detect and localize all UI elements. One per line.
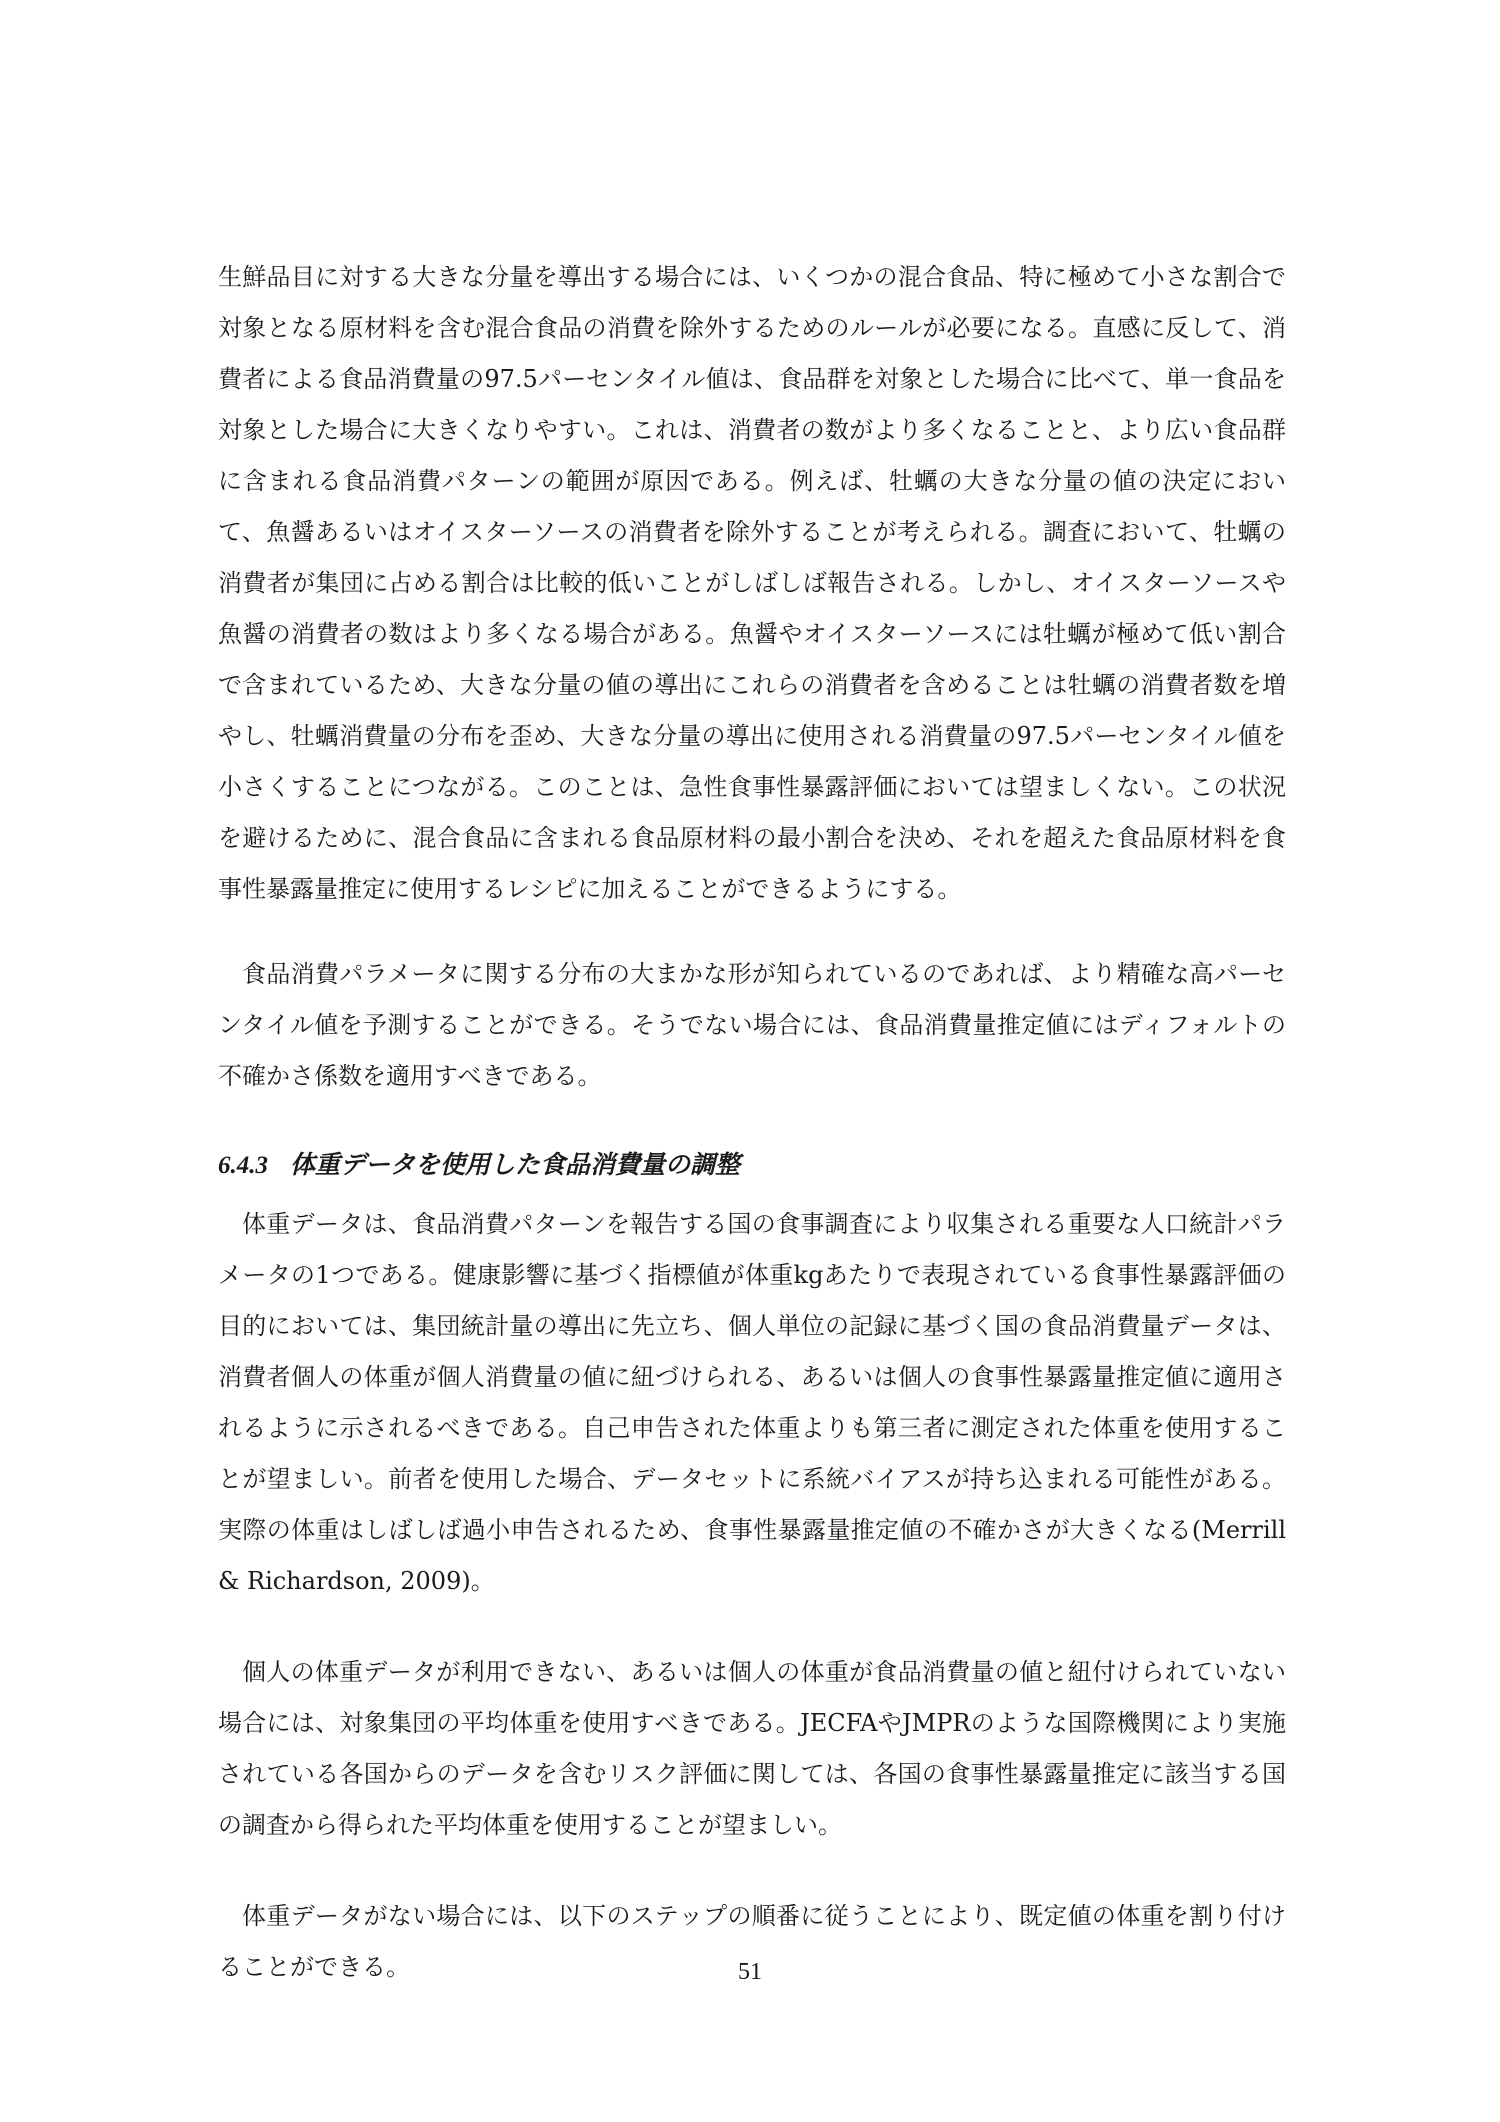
section-heading: [218, 1140, 1286, 1191]
body-paragraph: 生鮮品目に対する大きな分量を導出する場合には、いくつかの混合食品、特に極めて小さな割合で対象となる原材料を含む混合食品の消費を除外するためのルールが必要になる。直感に反して、消費者による食品消費量の97.5パーセンタイル値は、食品群を対象とした場合に比べて、単一食品を対象とした場合に大きくなりやすい。これは、消費者の数がより多くなることと、より広い食品群に含まれる食品消費パターンの範囲が原因である。例えば、牡蠣の大きな分量の値の決定において、魚醤あるいはオイスターソースの消費者を除外することが考えられる。調査において、牡蠣の消費者が集団に占める割合は比較的低いことがしばしば報告される。しかし、オイスターソースや魚醤の消費者の数はより多くなる場合がある。魚醤やオイスターソースには牡蠣が極めて低い割合で含まれているため、大きな分量の値の導出にこれらの消費者を含めることは牡蠣の消費者数を増やし、牡蠣消費量の分布を歪め、大きな分量の導出に使用される消費量の97.5パーセンタイル値を小さくすることにつながる。このことは、急性食事性暴露評価においては望ましくない。この状況を避けるために、混合食品に含まれる食品原材料の最小割合を決め、それを超えた食品原材料を食事性暴露量推定に使用するレシピに加えることができるようにする。: [218, 263, 1286, 903]
section-title: 体重データを使用した食品消費量の調整: [290, 1152, 741, 1179]
body-paragraph: 体重データがない場合には、以下のステップの順番に従うことにより、既定値の体重を割り付けることができる。: [218, 1902, 1286, 1981]
page-number: 51: [738, 1959, 762, 1985]
page-body: [218, 252, 1286, 1993]
section-number: 6.4.3: [218, 1152, 268, 1179]
body-paragraph: 個人の体重データが利用できない、あるいは個人の体重が食品消費量の値と紐付けられていない場合には、対象集団の平均体重を使用すべきである。JECFAやJMPRのような国際機関により実施されている各国からのデータを含むリスク評価に関しては、各国の食事性暴露量推定に該当する国の調査から得られた平均体重を使用することが望ましい。: [218, 1658, 1286, 1839]
body-paragraph: 食品消費パラメータに関する分布の大まかな形が知られているのであれば、より精確な高パーセンタイル値を予測することができる。そうでない場合には、食品消費量推定値にはディフォルトの不確かさ係数を適用すべきである。: [218, 960, 1286, 1090]
body-paragraph: 体重データは、食品消費パターンを報告する国の食事調査により収集される重要な人口統計パラメータの1つである。健康影響に基づく指標値が体重kgあたりで表現されている食事性暴露評価の目的においては、集団統計量の導出に先立ち、個人単位の記録に基づく国の食品消費量データは、消費者個人の体重が個人消費量の値に紐づけられる、あるいは個人の食事性暴露量推定値に適用されるように示されるべきである。自己申告された体重よりも第三者に測定された体重を使用することが望ましい。前者を使用した場合、データセットに系統バイアスが持ち込まれる可能性がある。実際の体重はしばしば過小申告されるため、食事性暴露量推定値の不確かさが大きくなる(Merrill & Richardson, 2009)。: [218, 1210, 1286, 1595]
